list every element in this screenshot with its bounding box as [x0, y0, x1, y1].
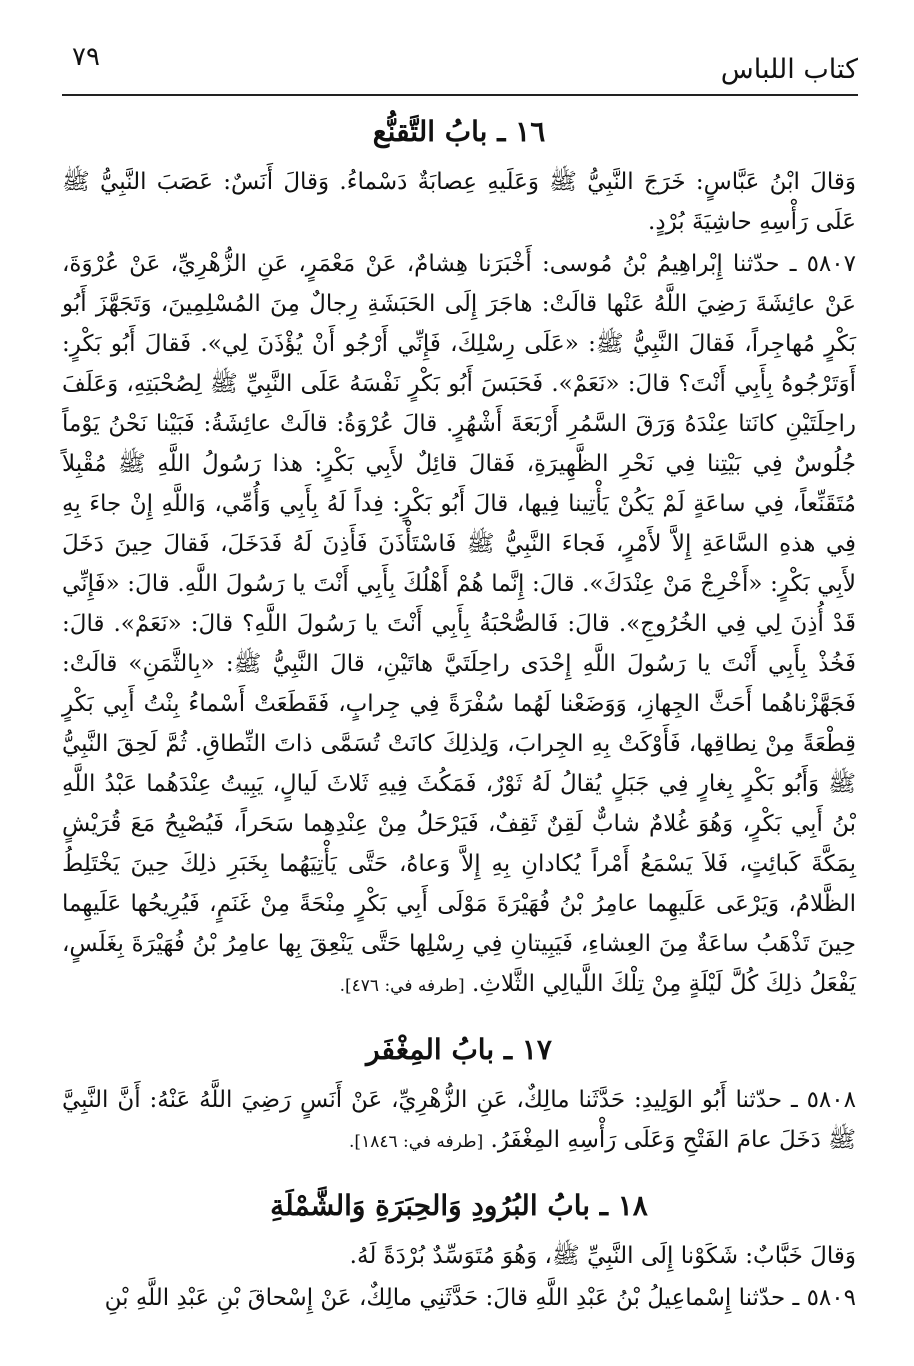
hadith-text: [62, 1080, 856, 1162]
page-number: ٧٩: [72, 42, 100, 72]
page-header: [62, 34, 858, 90]
chapter-title: ١٨ ـ بابُ البُرُودِ وَالحِبَرَةِ وَالشَّمْلَةِ: [270, 1189, 648, 1222]
chapter-title: ١٧ ـ بابُ المِغْفَر: [366, 1033, 552, 1066]
running-title: كتاب اللباس: [720, 54, 858, 85]
chapter-section-16: [62, 112, 856, 1006]
hadith-body: ٥٨٠٩ ـ حدّثنا إِسْماعِيلُ بْنُ عَبْدِ اللَّهِ قالَ: حَدَّثَنِي مالِكٌ، عَنْ إِسْحاقَ بْنِ عَبْدِ اللَّهِ بْنِ: [104, 1285, 856, 1311]
page-body: [62, 98, 856, 1342]
chapter-title: ١٦ ـ بابُ التَّقنُّع: [372, 115, 546, 148]
chapter-section-18: [62, 1186, 856, 1318]
chapter-intro-text: وَقالَ خَبَّابٌ: شَكَوْنا إِلَى النَّبِيِّ ﷺ، وَهُوَ مُتَوَسِّدٌ بُرْدَةً لَهُ.: [349, 1243, 856, 1269]
cross-reference: [طرفه في: ١٨٤٦].: [349, 1132, 484, 1152]
hadith-text: [62, 244, 856, 1006]
chapter-intro-text: وَقالَ ابْنُ عَبَّاسٍ: خَرَجَ النَّبِيُّ ﷺ وَعَلَيهِ عِصابَةٌ دَسْماءُ. وَقالَ أَنَسٌ: عَصَبَ النَّبِيُّ ﷺ عَلَى رَأْسِهِ حاشِيَةَ بُرْدٍ.: [62, 169, 856, 235]
hadith-body: ٥٨٠٧ ـ حدّثنا إِبْراهِيمُ بْنُ مُوسى: أَخْبَرَنا هِشامٌ، عَنْ مَعْمَرٍ، عَنِ الزُّهْرِيِّ، عَنْ عُرْوَةَ، عَنْ عائِشَةَ رَضِيَ اللَّهُ عَنْها قالَتْ: هاجَرَ إِلَى الحَبَشَةِ رِجالٌ مِنَ المُسْلِمِينَ، وَتَجَهَّزَ أَبُو بَكْرٍ مُهاجِراً، فَقالَ النَّبِيُّ ﷺ: «عَلَى رِسْلِكَ، فَإِنِّي أَرْجُو أَنْ يُؤْذَنَ لِي». فَقالَ أَبُو بَكْرٍ: أَوَتَرْجُوهُ بِأَبِي أَنْتَ؟ قالَ: «نَعَمْ». فَحَبَسَ أَبُو بَكْرٍ نَفْسَهُ عَلَى النَّبِيِّ ﷺ لِصُحْبَتِهِ، وَعَلَفَ راحِلَتَيْنِ كانَتا عِنْدَهُ وَرَقَ السَّمُرِ أَرْبَعَةَ أَشْهُرٍ. قالَ عُرْوَةُ: قالَتْ عائِشَةُ: فَبَيْنا نَحْنُ يَوْماً جُلُوسٌ فِي بَيْتِنا فِي نَحْرِ الظَّهِيرَةِ، فَقالَ قائِلٌ لأَبِي بَكْرٍ: هذا رَسُولُ اللَّهِ ﷺ مُقْبِلاً مُتَقَنِّعاً، فِي ساعَةٍ لَمْ يَكُنْ يَأْتِينا فِيها، قالَ أَبُو بَكْرٍ: فِداً لَهُ بِأَبِي وَأُمِّي، وَاللَّهِ إِنْ جاءَ بِهِ فِي هذهِ السَّاعَةِ إِلاَّ لأَمْرٍ، فَجاءَ النَّبِيُّ ﷺ فَاسْتَأْذَنَ فَأَذِنَ لَهُ فَدَخَلَ، فَقالَ حِينَ دَخَلَ لأَبِي بَكْرٍ: «أَخْرِجْ مَنْ عِنْدَكَ». قالَ: إِنَّما هُمْ أَهْلُكَ بِأَبِي أَنْتَ يا رَسُولَ اللَّهِ. قالَ: «فَإِنِّي قَدْ أُذِنَ لِي فِي الخُرُوجِ». قالَ: فَالصُّحْبَةُ بِأَبِي أَنْتَ يا رَسُولَ اللَّهِ؟ قالَ: «نَعَمْ». قالَ: فَخُذْ بِأَبِي أَنْتَ يا رَسُولَ اللَّهِ إِحْدَى راحِلَتَيَّ هاتَيْنِ، قالَ النَّبِيُّ ﷺ: «بِالثَّمَنِ» قالَتْ: فَجَهَّزْناهُما أَحَثَّ الجِهازِ، وَوَضَعْنا لَهُما سُفْرَةً فِي جِرابٍ، فَقَطَعَتْ أَسْماءُ بِنْتُ أَبِي بَكْرٍ قِطْعَةً مِنْ نِطاقِها، فَأَوْكَتْ بِهِ الجِرابَ، وَلِذلِكَ كانَتْ تُسَمَّى ذاتَ النِّطاقِ. ثُمَّ لَحِقَ النَّبِيُّ ﷺ وَأَبُو بَكْرٍ بِغارٍ فِي جَبَلٍ يُقالُ لَهُ ثَوْرٌ، فَمَكُثَ فِيهِ ثَلاثَ لَيالٍ، يَبِيتُ عِنْدَهُما عَبْدُ اللَّهِ بْنُ أَبِي بَكْرٍ، وَهُوَ غُلامٌ شابٌّ لَقِنٌ ثَقِفٌ، فَيَرْحَلُ مِنْ عِنْدِهِما سَحَراً، فَيُصْبِحُ مَعَ قُرَيْشٍ بِمَكَّةَ كَبائِتٍ، فَلاَ يَسْمَعُ أَمْراً يُكادانِ بِهِ إِلاَّ وَعاهُ، حَتَّى يَأْتِيَهُما بِخَبَرِ ذلِكَ حِينَ يَخْتَلِطُ الظَّلامُ، وَيَرْعَى عَلَيهِما عامِرُ بْنُ فُهَيْرَةَ مَوْلَى أَبِي بَكْرٍ مِنْحَةً مِنْ غَنَمٍ، فَيُرِيحُها عَلَيهِما حِينَ تَذْهَبُ ساعَةٌ مِنَ العِشاءِ، فَيَبِيتانِ فِي رِسْلِها حَتَّى يَنْعِقَ بِها عامِرُ بْنُ فُهَيْرَةَ بِغَلَسٍ، يَفْعَلُ ذلِكَ كُلَّ لَيْلَةٍ مِنْ تِلْكَ اللَّيالِي الثَّلاثِ.: [62, 251, 856, 997]
hadith-body: ٥٨٠٨ ـ حدّثنا أَبُو الوَلِيدِ: حَدَّثَنا مالِكٌ، عَنِ الزُّهْرِيِّ، عَنْ أَنَسٍ رَضِيَ اللَّهُ عَنْهُ: أَنَّ النَّبِيَّ ﷺ دَخَلَ عامَ الفَتْحِ وَعَلَى رَأْسِهِ المِغْفَرُ.: [62, 1087, 856, 1153]
cross-reference: [طرفه في: ٤٧٦].: [339, 976, 465, 996]
header-divider: [62, 94, 858, 96]
chapter-section-17: [62, 1030, 856, 1162]
hadith-text: [62, 1278, 856, 1318]
